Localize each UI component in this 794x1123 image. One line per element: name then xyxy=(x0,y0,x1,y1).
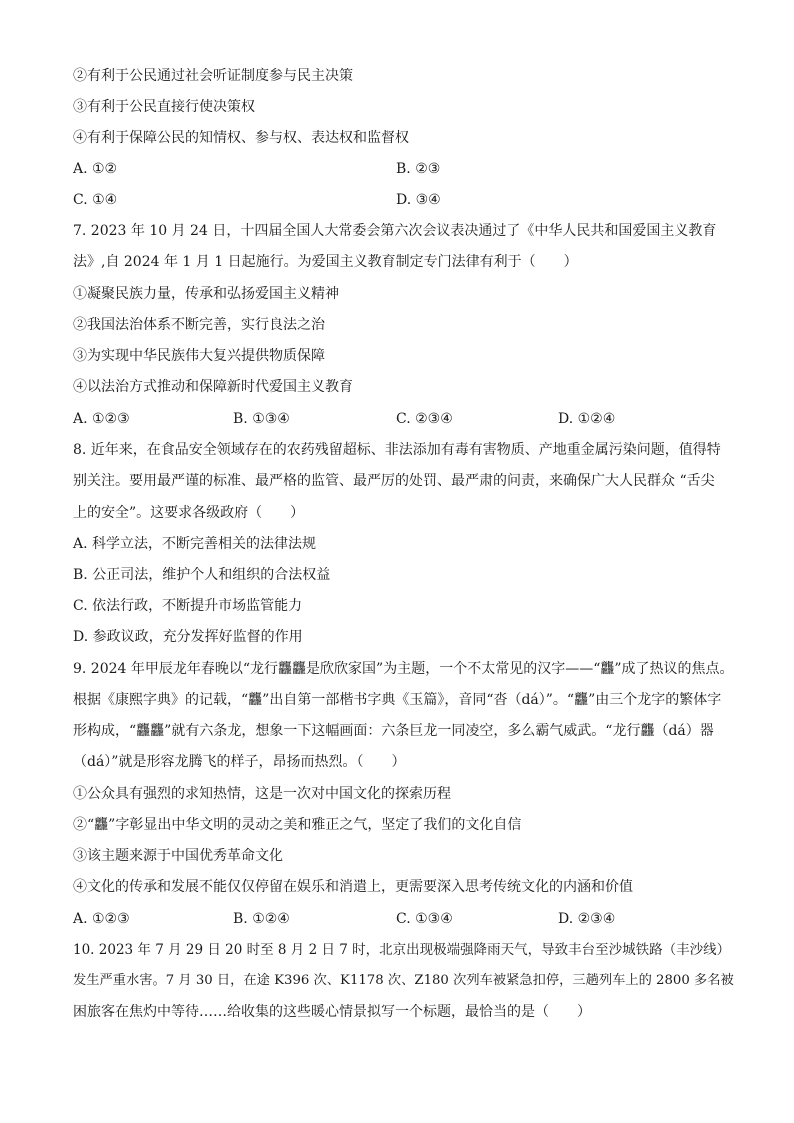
q7-stem-line-1: 7. 2023 年 10 月 24 日，十四届全国人大常委会第六次会议表决通过了《中华人民共和国爱国主义教育 xyxy=(73,223,717,239)
q7-option-d[interactable]: D. ①②④ xyxy=(558,411,616,427)
q6-option-a[interactable]: A. ①② xyxy=(73,161,118,177)
q9-item-2: ②“龘”字彰显出中华文明的灵动之美和雅正之气，坚定了我们的文化自信 xyxy=(73,817,522,833)
q10-stem-line-3: 困旅客在焦灼中等待……给收集的这些暖心情景拟写一个标题，最恰当的是（ ） xyxy=(73,1004,591,1020)
q10-stem-line-1: 10. 2023 年 7 月 29 日 20 时至 8 月 2 日 7 时，北京出现极端强降雨天气，导致丰台至沙城铁路（丰沙线） xyxy=(73,942,731,958)
q7-stem-line-2: 法》,自 2024 年 1 月 1 日起施行。为爱国主义教育制定专门法律有利于（ ） xyxy=(73,254,578,270)
q10-stem-line-2: 发生严重水害。7 月 30 日，在途 K396 次、K1178 次、Z180 次列车被紧急扣停，三趟列车上的 2800 多名被 xyxy=(73,973,734,988)
q6-item-4: ④有利于保障公民的知情权、参与权、表达权和监督权 xyxy=(73,130,409,146)
q9-item-4: ④文化的传承和发展不能仅仅停留在娱乐和消遣上，更需要深入思考传统文化的内涵和价值 xyxy=(73,879,633,895)
q9-option-d[interactable]: D. ②③④ xyxy=(558,911,616,927)
q9-item-1: ①公众具有强烈的求知热情，这是一次对中国文化的探索历程 xyxy=(73,786,451,802)
q7-item-2: ②我国法治体系不断完善，实行良法之治 xyxy=(73,317,325,333)
q8-stem-line-1: 8. 近年来，在食品安全领域存在的农药残留超标、非法添加有毒有害物质、产地重金属污染问题，值得特 xyxy=(73,442,721,458)
q9-stem-line-2: 根据《康熙字典》的记载，“龘”出自第一部楷书字典《玉篇》，音同“沓（dá）”。“龘”由三个龙字的繁体字 xyxy=(73,692,722,708)
q8-option-a[interactable]: A. 科学立法，不断完善相关的法律法规 xyxy=(73,536,317,552)
q9-option-a[interactable]: A. ①②③ xyxy=(73,911,130,927)
q9-option-c[interactable]: C. ①③④ xyxy=(396,911,453,927)
q7-item-4: ④以法治方式推动和保障新时代爱国主义教育 xyxy=(73,379,353,395)
q6-option-b[interactable]: B. ②③ xyxy=(396,161,441,177)
q8-option-b[interactable]: B. 公正司法，维护个人和组织的合法权益 xyxy=(73,567,331,583)
q6-option-c[interactable]: C. ①④ xyxy=(73,192,118,208)
q9-option-b[interactable]: B. ①②④ xyxy=(233,911,290,927)
q9-stem-line-1: 9. 2024 年甲辰龙年春晚以“龙行龘龘是欣欣家国”为主题，一个不太常见的汉字——“龘”成了热议的焦点。 xyxy=(73,661,734,677)
q9-stem-line-4: （dá）”就是形容龙腾飞的样子，昂扬而热烈。（ ） xyxy=(73,754,406,770)
q8-stem-line-2: 别关注。要用最严谨的标准、最严格的监管、最严厉的处罚、最严肃的问责，来确保广大人民群众 “舌尖 xyxy=(73,473,715,489)
q7-item-1: ①凝聚民族力量，传承和弘扬爱国主义精神 xyxy=(73,286,339,302)
q6-item-3: ③有利于公民直接行使决策权 xyxy=(73,99,255,115)
q9-item-3: ③该主题来源于中国优秀革命文化 xyxy=(73,848,283,864)
q7-option-c[interactable]: C. ②③④ xyxy=(396,411,453,427)
q8-option-c[interactable]: C. 依法行政，不断提升市场监管能力 xyxy=(73,598,303,614)
q8-option-d[interactable]: D. 参政议政，充分发挥好监督的作用 xyxy=(73,629,303,645)
q9-stem-line-3: 形构成，“龘龘”就有六条龙，想象一下这幅画面：六条巨龙一同凌空，多么霸气威武。“龙行龘（dá）器 xyxy=(73,723,714,739)
q8-stem-line-3: 上的安全”。这要求各级政府（ ） xyxy=(73,505,305,521)
q6-item-2: ②有利于公民通过社会听证制度参与民主决策 xyxy=(73,68,353,84)
q7-item-3: ③为实现中华民族伟大复兴提供物质保障 xyxy=(73,348,325,364)
q7-option-a[interactable]: A. ①②③ xyxy=(73,411,130,427)
q7-option-b[interactable]: B. ①③④ xyxy=(233,411,290,427)
q6-option-d[interactable]: D. ③④ xyxy=(396,192,441,208)
